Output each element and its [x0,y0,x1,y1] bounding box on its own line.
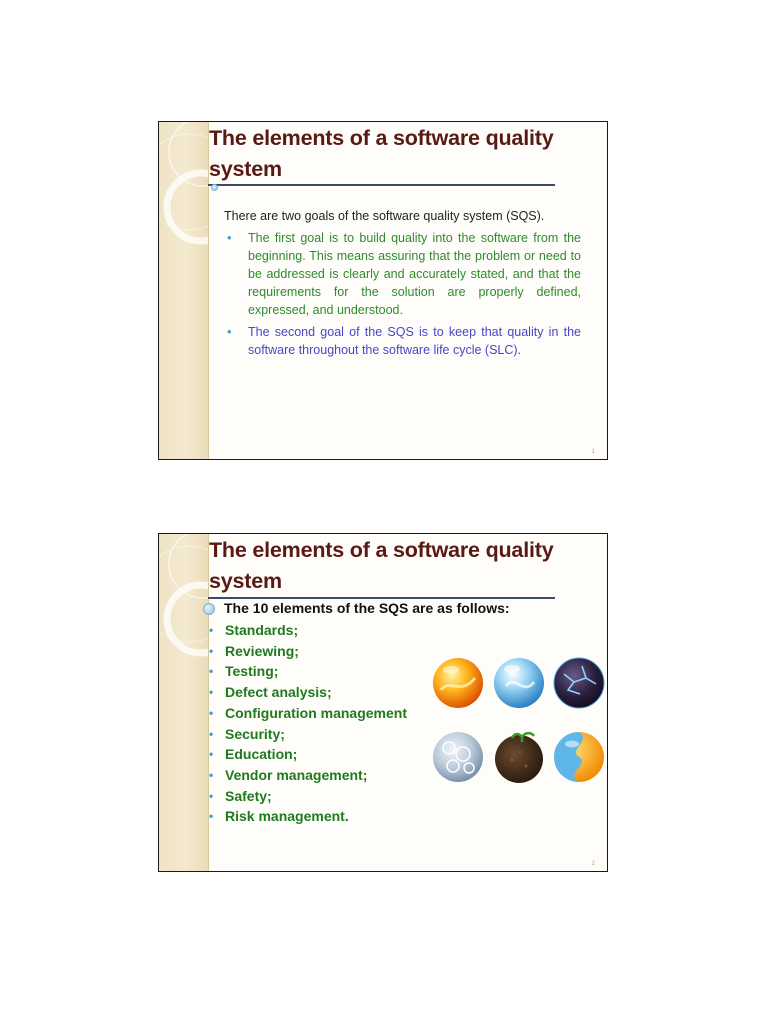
title-underline [208,597,555,599]
list-item: • Standards; [207,620,407,641]
goals-list [227,229,581,363]
list-item: • Configuration management [207,703,407,724]
title-dot-icon [203,603,215,615]
list-item: • Risk management. [207,806,407,827]
list-item: • The first goal is to build quality into the software from the beginning. This means assuring that the problem or need to be addressed is clearly and accurately stated, and that the requirements for the solution are properly defined, expressed, and understood. [227,229,581,319]
page-number: 2 [591,861,595,867]
list-item: • Reviewing; [207,641,407,662]
decorative-side-strip [159,122,209,459]
slide-title: The elements of a software quality system [209,538,554,593]
elements-list [207,620,407,827]
title-underline [208,184,555,186]
list-item: • Education; [207,744,407,765]
fire-orb-icon [431,656,485,710]
slide-2 [158,533,608,872]
air-orb-icon [431,730,485,784]
list-item: • Defect analysis; [207,682,407,703]
list-item: • Vendor management; [207,765,407,786]
fire-water-orb-icon [552,730,606,784]
lightning-orb-icon [552,656,606,710]
page-number: 1 [591,449,595,455]
earth-orb-icon [492,730,546,784]
intro-text: There are two goals of the software quality system (SQS). [224,209,545,223]
list-item: • The second goal of the SQS is to keep that quality in the software throughout the software life cycle (SLC). [227,323,581,359]
title-dot-icon [211,184,218,191]
list-item: • Safety; [207,786,407,807]
list-item: • Testing; [207,661,407,682]
list-item: • Security; [207,724,407,745]
slide-title: The elements of a software quality system [209,126,554,181]
list-heading: The 10 elements of the SQS are as follows: [224,600,510,616]
water-orb-icon [492,656,546,710]
decorative-side-strip [159,534,209,871]
slide-1 [158,121,608,460]
